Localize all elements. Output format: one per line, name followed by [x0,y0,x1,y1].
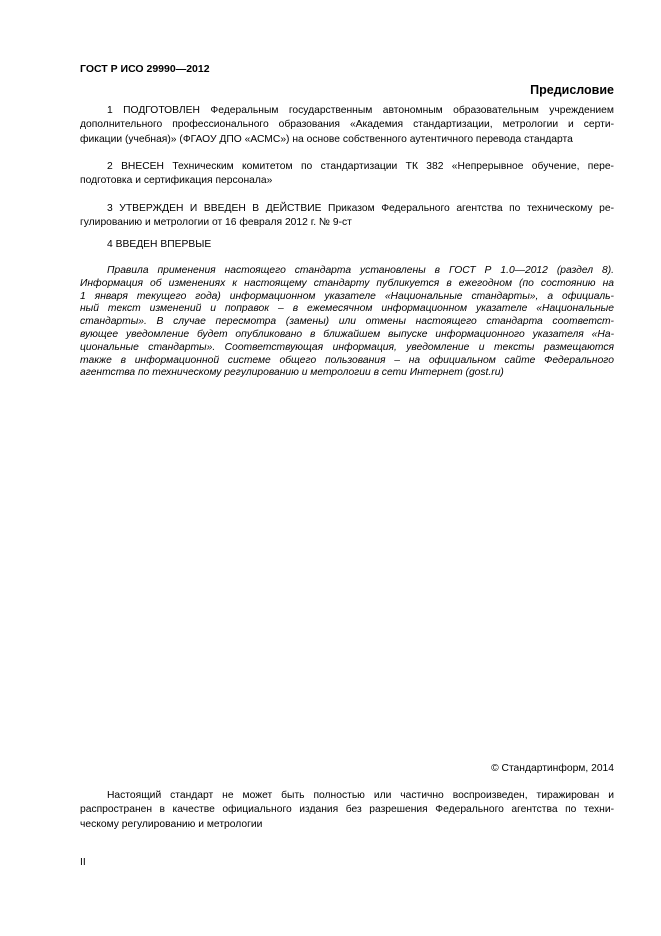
page-number: II [80,857,86,868]
preface-item-3-line: 3 УТВЕРЖДЕН И ВВЕДЕН В ДЕЙСТВИЕ Приказом Федерального агентства по техническому ре- [107,203,614,214]
notice-line: вующее уведомление будет опубликовано в ближайшем выпуске информационного указателя «На- [80,328,614,340]
preface-item-2 [80,160,614,189]
preface-item-4-line: 4 ВВЕДЕН ВПЕРВЫЕ [107,239,212,250]
notice-line: 1 января текущего года) информационном указателе «Национальные стандарты», а официаль- [80,290,614,302]
preface-item-1-line: дополнительного профессионального образования «Академия стандартизации, метрологии и серти- [80,119,614,131]
notice-line: стандарты». В случае пересмотра (замены) или отмены настоящего стандарта соответст- [80,316,614,328]
notice-line: циональные стандарты». Соответствующая информация, уведомление и тексты размещаются [80,341,614,353]
preface-item-4 [80,238,614,252]
preface-item-1 [80,104,614,147]
standard-application-notice [80,265,614,380]
preface-item-1-line: 1 ПОДГОТОВЛЕН Федеральным государственным автономным образовательным учреждением [107,105,614,116]
reproduction-notice-line: ческому регулированию и метрологии [80,818,263,830]
preface-item-3 [80,202,614,231]
copyright-line: © Стандартинформ, 2014 [491,763,614,774]
reproduction-notice [80,789,614,832]
preface-item-3-line: гулированию и метрологии от 16 февраля 2012 г. № 9-ст [80,217,352,229]
preface-item-2-line: подготовка и сертификация персонала» [80,175,273,187]
notice-line: ный текст изменений и поправок – в ежемесячном информационном указателе «Национальные [80,303,614,315]
reproduction-notice-line: распространен в качестве официального издания без разрешения Федерального агентства по техни- [80,804,614,816]
notice-line: агентства по техническому регулированию и метрологии в сети Интернет (gost.ru) [80,367,504,379]
notice-line: Правила применения настоящего стандарта установлены в ГОСТ Р 1.0—2012 (раздел 8). [107,265,614,276]
reproduction-notice-line: Настоящий стандарт не может быть полностью или частично воспроизведен, тиражирован и [107,790,614,801]
notice-line: Информация об изменениях к настоящему стандарту публикуется в ежегодном (по состоянию на [80,277,614,289]
preface-title: Предисловие [530,83,614,97]
preface-item-1-line: фикации (учебная)» (ФГАОУ ДПО «АСМС») на основе собственного аутентичного перевода стандарта [80,133,573,145]
notice-line: также в информационной системе общего пользования – на официальном сайте Федерального [80,354,614,366]
document-code-header: ГОСТ Р ИСО 29990—2012 [80,63,210,75]
preface-item-2-line: 2 ВНЕСЕН Техническим комитетом по стандартизации ТК 382 «Непрерывное обучение, пере- [107,161,614,172]
